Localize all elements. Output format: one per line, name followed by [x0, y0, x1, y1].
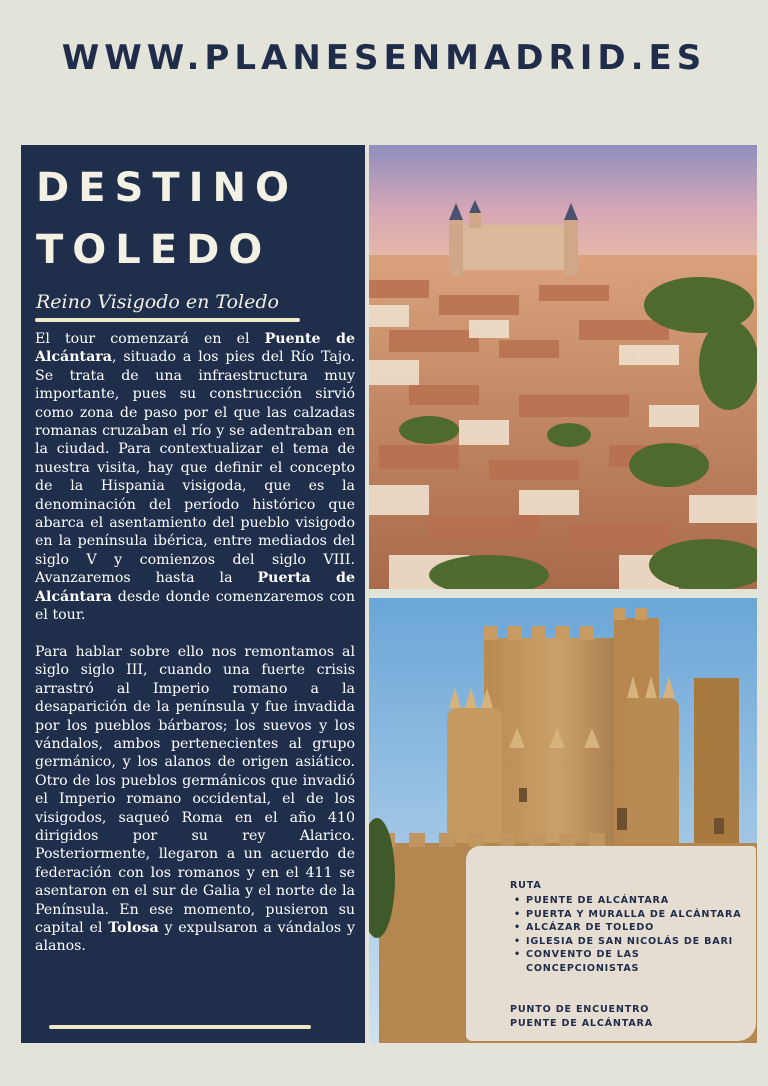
subtitle: Reino Visigodo en Toledo	[36, 291, 279, 313]
toledo-cityscape-photo	[369, 145, 757, 589]
route-item: • ALCÁZAR DE TOLEDO	[510, 921, 750, 935]
meeting-point-label: PUNTO DE ENCUENTRO	[510, 1004, 650, 1015]
title-line-2: TOLEDO	[36, 227, 272, 273]
route-item: • PUERTA Y MURALLA DE ALCÁNTARA	[510, 908, 750, 922]
text-run: y expulsaron a vándalos y alanos.	[35, 919, 355, 955]
route-item: • CONVENTO DE LAS CONCEPCIONISTAS	[510, 948, 750, 975]
text-run: desde donde comenzaremos con el tour.	[35, 588, 355, 624]
body-text	[35, 330, 355, 974]
info-panel	[21, 145, 365, 1043]
place-name: Puente de Alcántara	[35, 331, 355, 366]
paragraph-1	[35, 330, 355, 625]
site-url[interactable]: WWW.PLANESENMADRID.ES	[61, 38, 707, 78]
place-name: Tolosa	[108, 919, 159, 936]
text-run: , situado a los pies del Río Tajo. Se trata de una infraestructura muy importante, pues su construcción sirvió como zona de paso por el que las calzadas romanas cruzaban el río y se adentraban en la ciudad. Para contextualizar el tema de nuestra visita, hay que definir el concepto de la Hispania visigoda, que es la denominación del período histórico que abarca el asentamiento del pueblo visigodo en la península ibérica, entre mediados del siglo V y comienzos del siglo VIII. Avanzaremos hasta la	[35, 349, 355, 587]
subtitle-underline	[35, 318, 300, 322]
route-card	[466, 846, 756, 1041]
route-item: • IGLESIA DE SAN NICOLÁS DE BARI	[510, 935, 750, 949]
text-run: El tour comenzará en el	[35, 331, 265, 347]
text-run: Para hablar sobre ello nos remontamos al siglo siglo III, cuando una fuerte crisis arrastró al Imperio romano a la desaparición de la península y fue invadida por los pueblos bárbaros; los suevos y los vándalos, ambos pertenecientes al grupo germánico, y los alanos de origen asiático. Otro de los pueblos germánicos que invadió el Imperio romano occidental, el de los visigodos, saqueó Roma en el año 410 dirigidos por su rey Alarico. Posteriormente, llegaron a un acuerdo de federación con los romanos y en el 411 se asentaron en el sur de Galia y el norte de la Península. En ese momento, pusieron su capital el	[35, 643, 355, 936]
place-name: Puerta de Alcántara	[35, 570, 355, 605]
title-line-1: DESTINO	[36, 165, 298, 211]
paragraph-2	[35, 643, 355, 956]
route-title: RUTA	[510, 880, 542, 891]
bottom-underline	[49, 1025, 311, 1029]
meeting-point-value: PUENTE DE ALCÁNTARA	[510, 1018, 653, 1029]
route-list	[510, 894, 750, 976]
route-item: • PUENTE DE ALCÁNTARA	[510, 894, 750, 908]
